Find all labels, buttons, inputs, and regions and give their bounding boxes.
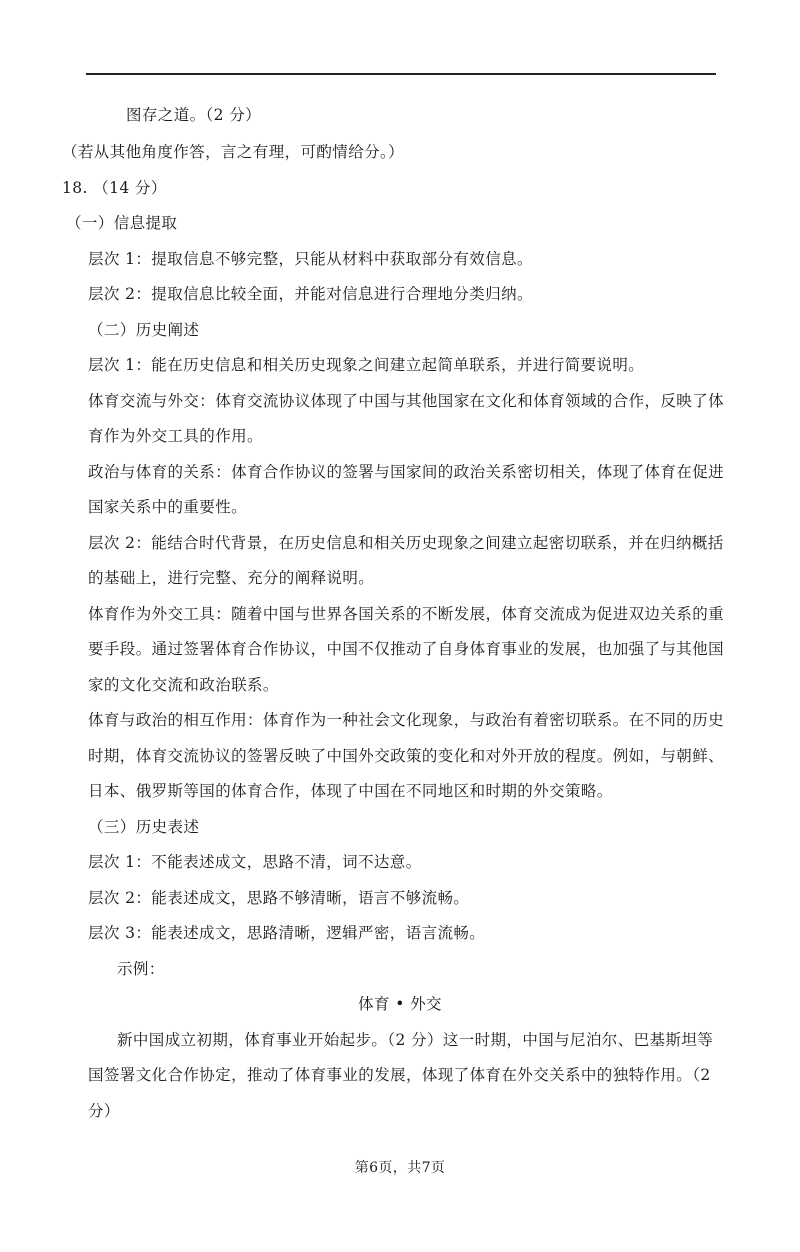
text-line: 层次 1：提取信息不够完整，只能从材料中获取部分有效信息。 [88,250,533,268]
text-line: 体育与政治的相互作用：体育作为一种社会文化现象，与政治有着密切联系。在不同的历史 [88,711,725,729]
text-line: 示例： [117,960,165,978]
page-footer: 第6页，共7页 [354,1160,446,1176]
text-line: 家的文化交流和政治联系。 [88,676,279,694]
text-line: 的基础上，进行完整、充分的阐释说明。 [88,569,375,587]
section-heading: （一）信息提取 [66,214,178,232]
text-line: 国家关系中的重要性。 [88,498,248,516]
section-heading: （三）历史表述 [88,818,200,836]
text-line: 层次 2：能表述成文，思路不够清晰，语言不够流畅。 [88,889,470,907]
text-line: 层次 2：提取信息比较全面，并能对信息进行合理地分类归纳。 [88,285,533,303]
text-line: 体育交流与外交：体育交流协议体现了中国与其他国家在文化和体育领域的合作，反映了体 [88,392,725,410]
text-line: 政治与体育的关系：体育合作协议的签署与国家间的政治关系密切相关，体现了体育在促进 [88,463,725,481]
example-title: 体育 • 外交 [358,995,442,1013]
text-line: 要手段。通过签署体育合作协议，中国不仅推动了自身体育事业的发展，也加强了与其他国 [88,640,725,658]
text-line: 育作为外交工具的作用。 [88,427,263,445]
text-line: 图存之道。（2 分） [126,106,262,124]
text-line: 层次 3：能表述成文，思路清晰，逻辑严密，语言流畅。 [88,924,486,942]
text-line: 层次 1：能在历史信息和相关历史现象之间建立起简单联系，并进行简要说明。 [88,356,645,374]
text-line: （若从其他角度作答，言之有理，可酌情给分。） [62,143,405,161]
text-line: 时期，体育交流协议的签署反映了中国外交政策的变化和对外开放的程度。例如，与朝鲜、 [88,747,725,765]
text-line: 新中国成立初期，体育事业开始起步。（2 分）这一时期，中国与尼泊尔、巴基斯坦等 [117,1031,714,1049]
header-rule [86,73,716,75]
text-line: 体育作为外交工具：随着中国与世界各国关系的不断发展，体育交流成为促进双边关系的重 [88,605,725,623]
text-line: 分） [88,1102,120,1120]
text-line: 层次 1：不能表述成文，思路不清，词不达意。 [88,853,422,871]
text-line: 国签署文化合作协定，推动了体育事业的发展，体现了体育在外交关系中的独特作用。（2 [88,1066,711,1084]
text-line: 层次 2：能结合时代背景，在历史信息和相关历史现象之间建立起密切联系，并在归纳概括 [88,534,724,552]
question-heading: 18. （14 分） [62,179,167,197]
section-heading: （二）历史阐述 [88,321,200,339]
text-line: 日本、俄罗斯等国的体育合作，体现了中国在不同地区和时期的外交策略。 [88,782,613,800]
